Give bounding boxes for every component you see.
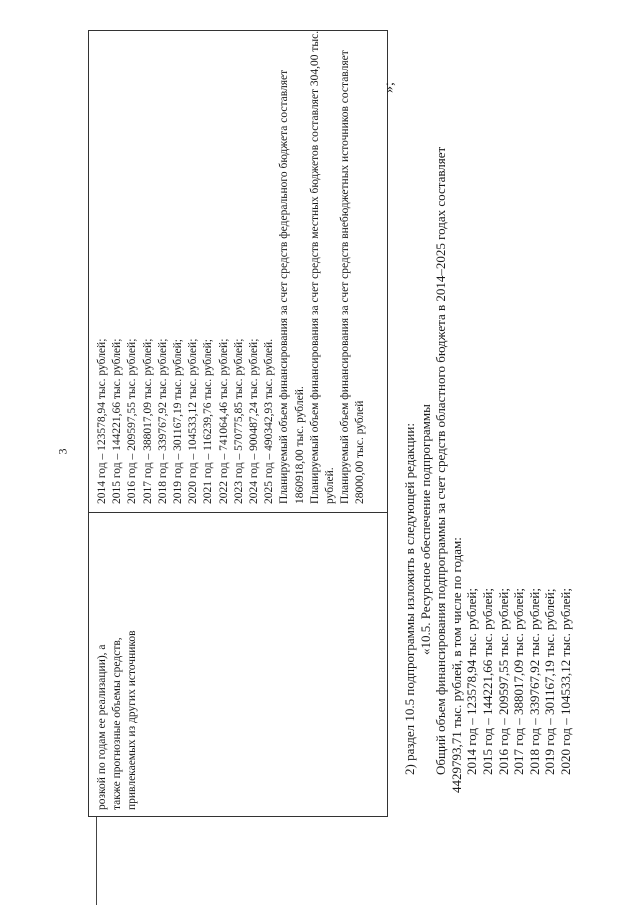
section-heading: «10.5. Ресурсное обеспечение подпрограммы xyxy=(417,404,433,655)
body-text xyxy=(402,3,574,793)
table-right-line: рублей. xyxy=(324,467,337,504)
table-right-line: 2021 год – 116239,76 тыс. рублей; xyxy=(202,339,215,504)
table-right-line: Планируемый объем финансирования за счет средств федерального бюджета составляет xyxy=(278,69,291,504)
body-line: Общий объем финансирования подпрограммы за счет средств областного бюджета в 2014–2025 годах составляет xyxy=(433,146,449,775)
table-top-left-rule xyxy=(96,817,97,905)
table-right-line: 2014 год – 123578,94 тыс. рублей; xyxy=(96,338,108,504)
closing-quote: »; xyxy=(382,82,397,93)
table-right-line: 1860918,00 тыс. рублей. xyxy=(293,386,306,504)
year-line: 2018 год – 339767,92 тыс. рублей; xyxy=(526,588,542,775)
year-line: 2017 год – 388017,09 тыс. рублей; xyxy=(511,588,527,775)
table-right-line: 2024 год – 900487,24 тыс. рублей; xyxy=(248,338,261,504)
table-right-line: 2016 год – 209597,55 тыс. рублей; xyxy=(126,338,139,504)
year-line: 2015 год – 144221,66 тыс. рублей; xyxy=(479,588,495,775)
table-right-line: Планируемый объем финансирования за счет средств местных бюджетов составляет 304,00 тыс. xyxy=(308,30,321,504)
table-right-line: 2019 год – 301167,19 тыс. рублей; xyxy=(172,339,185,504)
page-number: 3 xyxy=(55,448,70,455)
table-right-line: 2015 год – 144221,66 тыс. рублей; xyxy=(111,338,124,504)
table-right-line: 2020 год – 104533,12 тыс. рублей; xyxy=(187,338,200,504)
table-right-line: 2023 год – 570775,85 тыс. рублей; xyxy=(232,338,245,504)
table-left-line: привлекаемых из других источников xyxy=(126,630,138,810)
table-left-line: также прогнозные объемы средств, xyxy=(111,637,123,810)
table-right-line: Планируемый объем финансирования за счет средств внебюджетных источников составляет xyxy=(339,50,352,504)
year-line: 2020 год – 104533,12 тыс. рублей; xyxy=(557,588,573,775)
table-right-line: 2025 год – 490342,93 тыс. рублей. xyxy=(263,338,276,504)
year-line: 2016 год – 209597,55 тыс. рублей; xyxy=(495,588,511,775)
body-line: 2) раздел 10.5 подпрограммы изложить в следующей редакции: xyxy=(402,423,417,775)
year-line: 2019 год – 301167,19 тыс. рублей; xyxy=(542,588,558,775)
body-line: 4429793,71 тыс. рублей, в том числе по годам: xyxy=(448,537,464,793)
resource-table xyxy=(88,30,388,817)
table-right-line: 2018 год – 339767,92 тыс. рублей; xyxy=(156,338,169,504)
year-line: 2014 год – 123578,94 тыс. рублей; xyxy=(464,588,480,775)
table-left-cell xyxy=(89,512,387,816)
table-right-line: 28000,00 тыс. рублей xyxy=(354,400,367,504)
table-left-line: розкой по годам ее реализации), а xyxy=(96,644,108,810)
table-right-line: 2022 год – 741064,46 тыс. рублей; xyxy=(217,338,230,504)
table-right-line: 2017 год – 388017,09 тыс. рублей; xyxy=(141,338,154,504)
table-right-cell xyxy=(89,31,399,512)
